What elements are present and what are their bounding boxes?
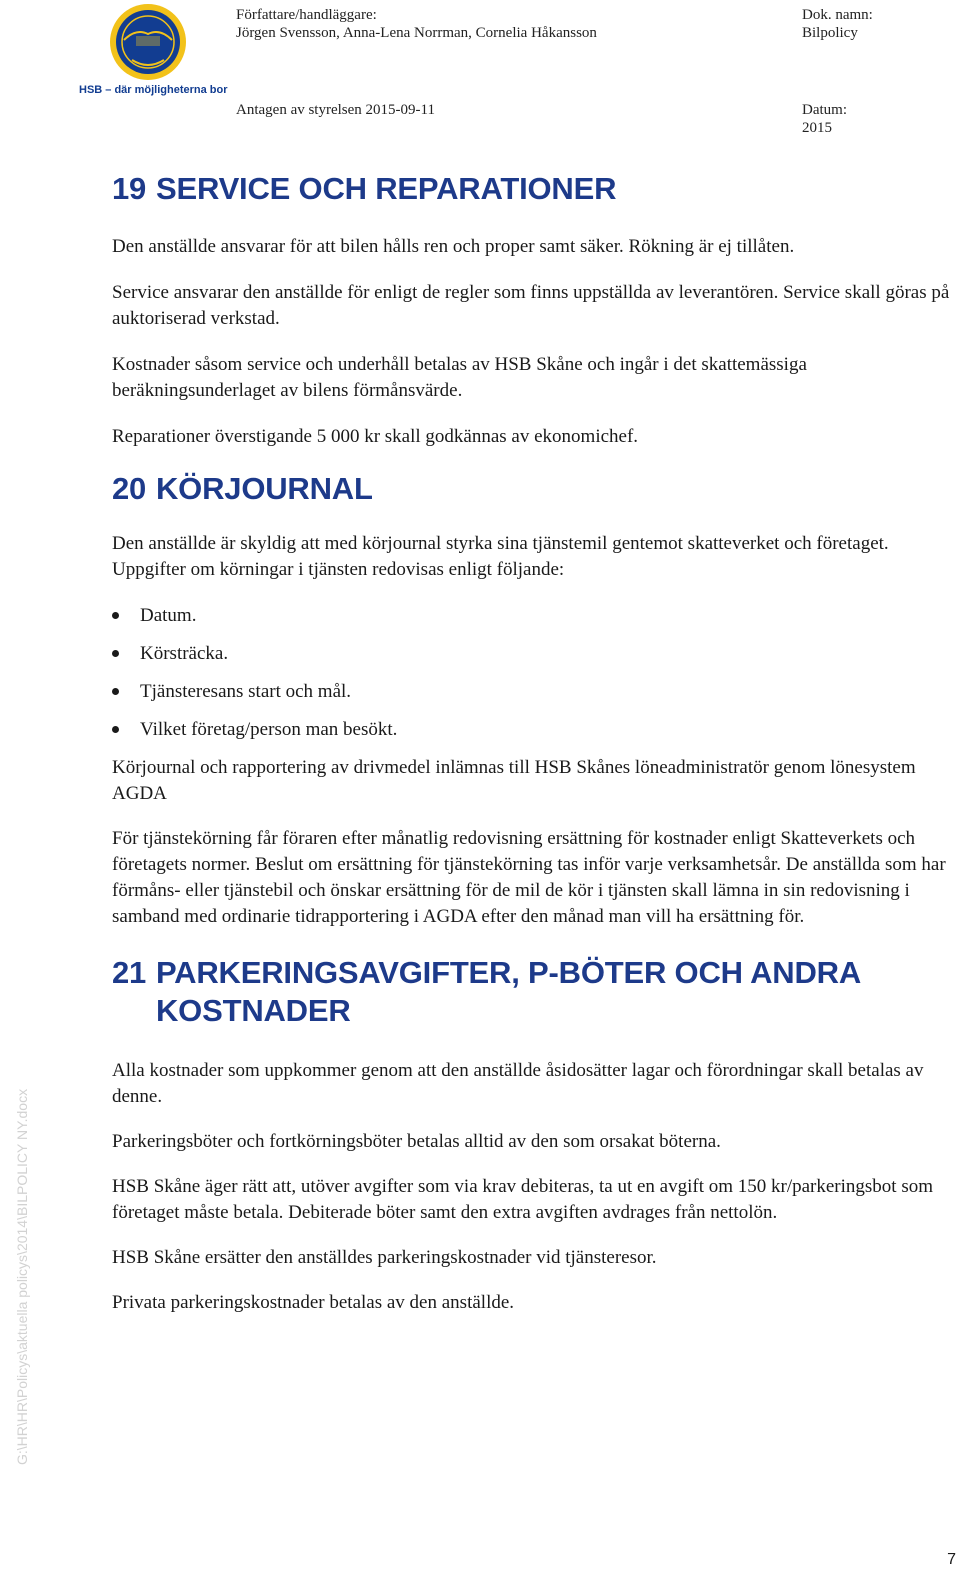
paragraph: Kostnader såsom service och underhåll betalas av HSB Skåne och ingår i det skattemässiga beräkningsunderlaget av bilens förmånsvärde. <box>112 354 807 401</box>
document-body <box>112 170 957 1316</box>
paragraph: För tjänstekörning får föraren efter månatlig redovisning ersättning för kostnader enligt Skatteverkets och företagets normer. Beslut om ersättning för tjänstekörning tas inför varje verksamhetsår. De anställda som har förmåns- eller tjänstebil och önskar ersättning för de mil de kör i tjänsten skall lämna in sin redovisning i samband med ordinarie tidrapportering i AGDA efter den månad man vill ha ersättning för. <box>112 828 946 927</box>
date-label: Datum: <box>802 102 847 118</box>
section-title: SERVICE OCH REPARATIONER <box>156 171 617 206</box>
bullet-icon <box>112 650 119 657</box>
date-value: 2015 <box>802 120 832 136</box>
section-number: 19 <box>112 171 147 206</box>
paragraph: Körjournal och rapportering av drivmedel inlämnas till HSB Skånes löneadministratör genom lönesystem AGDA <box>112 757 916 804</box>
paragraph: HSB Skåne ersätter den anställdes parkeringskostnader vid tjänsteresor. <box>112 1247 657 1268</box>
bullet-list <box>112 603 957 743</box>
doc-name: Bilpolicy <box>802 25 858 41</box>
section-title: KÖRJOURNAL <box>156 471 373 506</box>
author-label: Författare/handläggare: <box>236 7 377 23</box>
bullet-icon <box>112 612 119 619</box>
doc-name-label: Dok. namn: <box>802 7 873 23</box>
paragraph: Alla kostnader som uppkommer genom att den anställde åsidosätter lagar och förordningar skall betalas av denne. <box>112 1060 924 1107</box>
file-path: G:\HR\HR\Policys\aktuella policys\2014\BILPOLICY NY.docx <box>14 1088 30 1465</box>
bullet-icon <box>112 726 119 733</box>
section-heading-21 <box>112 954 957 1030</box>
logo-tagline: HSB – där möjligheterna bor <box>79 84 228 96</box>
list-item: Vilket företag/person man besökt. <box>112 717 957 743</box>
paragraph: HSB Skåne äger rätt att, utöver avgifter som via krav debiteras, ta ut en avgift om 150 kr/parkeringsbot som företaget måste betala. Debiterade böter samt den extra avgiften avdrages från nettolön. <box>112 1176 934 1223</box>
page-number: 7 <box>947 1551 956 1568</box>
section-number: 20 <box>112 471 147 506</box>
paragraph: Den anställde ansvarar för att bilen hålls ren och proper samt säker. Rökning är ej tillåten. <box>112 236 795 257</box>
section-heading-20 <box>112 470 957 508</box>
paragraph: Reparationer överstigande 5 000 kr skall godkännas av ekonomichef. <box>112 426 639 447</box>
section-title: PARKERINGSAVGIFTER, P-BÖTER OCH ANDRA KOSTNADER <box>156 955 860 1028</box>
paragraph: Parkeringsböter och fortkörningsböter betalas alltid av den som orsakat böterna. <box>112 1131 721 1152</box>
list-item: Datum. <box>112 603 957 629</box>
paragraph: Den anställde är skyldig att med körjournal styrka sina tjänstemil gentemot skatteverket och företaget. Uppgifter om körningar i tjänsten redovisas enligt följande: <box>112 533 889 580</box>
section-number: 21 <box>112 955 147 990</box>
list-item: Tjänsteresans start och mål. <box>112 679 957 705</box>
paragraph: Privata parkeringskostnader betalas av den anställde. <box>112 1292 515 1313</box>
section-heading-19 <box>112 170 957 208</box>
paragraph: Service ansvarar den anställde för enligt de regler som finns uppställda av leverantören. Service skall göras på auktoriserad verkstad. <box>112 282 950 329</box>
bullet-icon <box>112 688 119 695</box>
hsb-logo <box>78 2 228 102</box>
authors: Jörgen Svensson, Anna-Lena Norrman, Cornelia Håkansson <box>236 25 597 41</box>
approved-date: Antagen av styrelsen 2015-09-11 <box>236 102 435 118</box>
list-item: Körsträcka. <box>112 641 957 667</box>
